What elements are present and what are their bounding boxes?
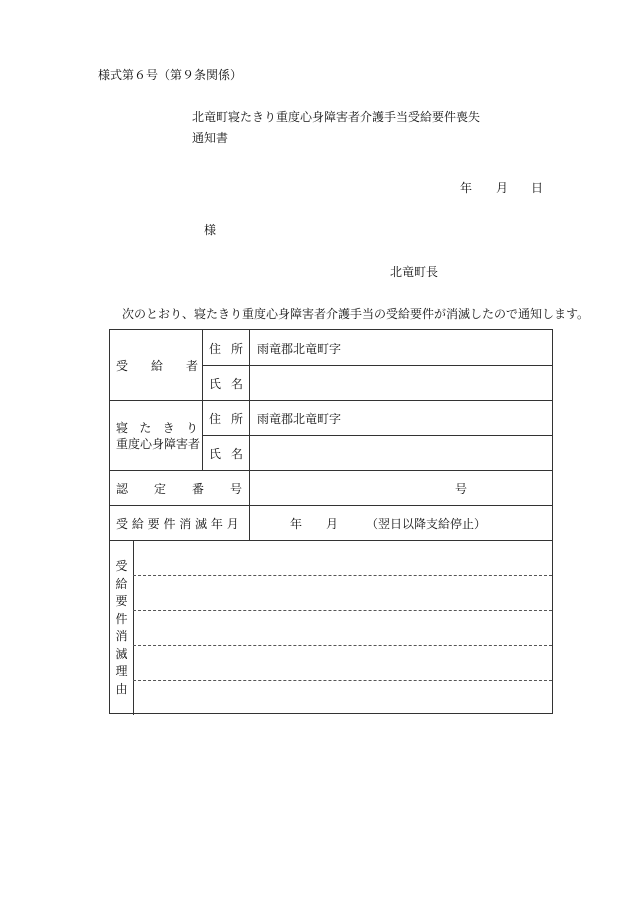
bedridden-label: 寝 た き り — [116, 421, 198, 435]
column-divider — [133, 540, 134, 715]
row-divider — [110, 505, 552, 506]
row-divider — [203, 365, 552, 366]
column-divider — [202, 330, 203, 470]
row-divider — [110, 540, 552, 541]
row-divider — [203, 435, 552, 436]
column-divider — [249, 330, 250, 540]
disabled-person-label: 重度心身障害者 — [116, 437, 201, 451]
loss-date-label: 受 給 要 件 消 滅 年 月 — [116, 517, 239, 531]
date-day-label: 日 — [531, 181, 544, 195]
address-label: 住 所 — [209, 342, 243, 356]
recipient-address-value: 雨竜郡北竜町字 — [257, 342, 342, 356]
loss-date-year-label: 年 — [290, 517, 303, 531]
caregiver-address-value: 雨竜郡北竜町字 — [257, 412, 342, 426]
certification-number-label: 認 定 番 号 — [116, 482, 242, 496]
reason-line — [133, 610, 552, 611]
loss-reason-label: 受 給 要 件 消 滅 理 由 — [115, 559, 128, 696]
certification-number-suffix: 号 — [455, 482, 468, 496]
form-number: 様式第６号（第９条関係） — [98, 68, 243, 82]
name-label: 氏 名 — [209, 447, 243, 461]
intro-text: 次のとおり、寝たきり重度心身障害者介護手当の受給要件が消滅したので通知します。 — [122, 307, 590, 321]
loss-date-note: （翌日以降支給停止） — [366, 517, 487, 531]
date-month-label: 月 — [496, 181, 509, 195]
notification-form-table — [109, 329, 553, 714]
loss-date-month-label: 月 — [326, 517, 339, 531]
sender-name: 北竜町長 — [390, 265, 439, 279]
address-label: 住 所 — [209, 412, 243, 426]
row-divider — [110, 400, 552, 401]
reason-line — [133, 645, 552, 646]
recipient-label: 受 給 者 — [116, 359, 198, 373]
reason-line — [133, 575, 552, 576]
row-divider — [110, 470, 552, 471]
addressee-honorific: 様 — [204, 223, 217, 237]
document-title: 北竜町寝たきり重度心身障害者介護手当受給要件喪失 — [192, 110, 481, 124]
date-year-label: 年 — [460, 181, 473, 195]
document-title-continued: 通知書 — [192, 131, 229, 145]
name-label: 氏 名 — [209, 377, 243, 391]
reason-line — [133, 680, 552, 681]
